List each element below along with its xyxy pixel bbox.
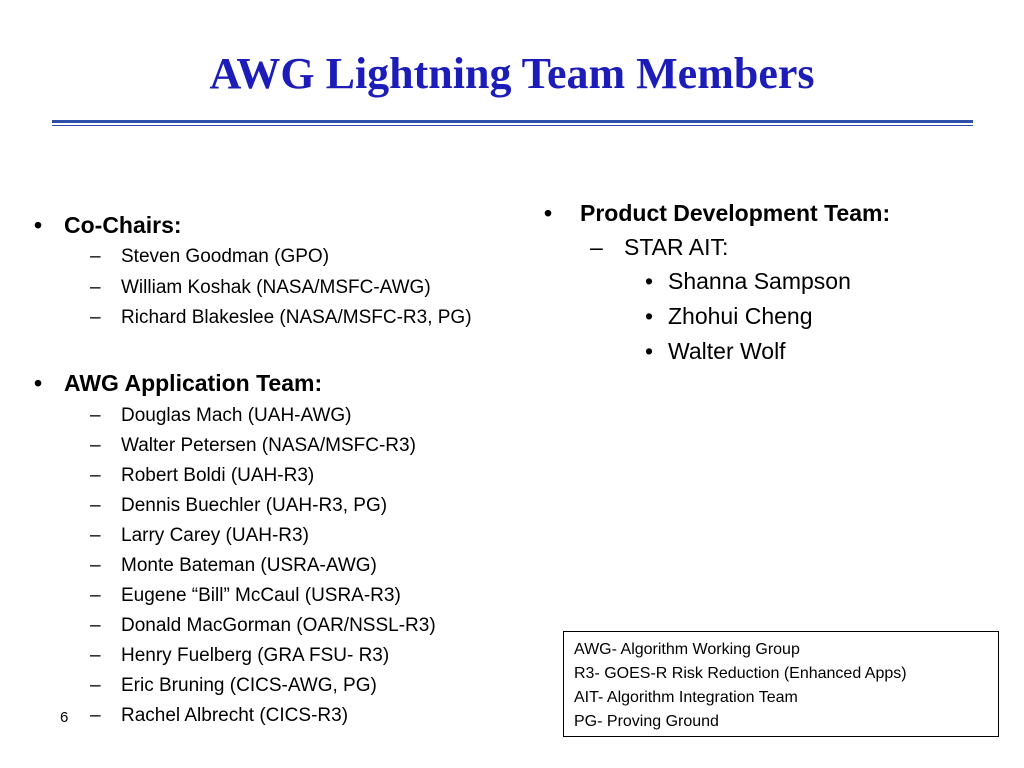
dash-icon: – [90, 465, 101, 486]
title-divider-thick [52, 120, 973, 123]
page-number: 6 [60, 709, 69, 726]
dash-icon: – [590, 234, 603, 260]
dash-icon: – [90, 246, 101, 267]
dash-icon: – [90, 307, 101, 328]
bullet-icon: • [645, 303, 654, 329]
dash-icon: – [90, 495, 101, 516]
dash-icon: – [90, 405, 101, 426]
section-heading: AWG Application Team: [64, 370, 323, 396]
dash-icon: – [90, 435, 101, 456]
dash-icon: – [90, 555, 101, 576]
legend-line: AIT- Algorithm Integration Team [574, 689, 798, 706]
section-heading: Product Development Team: [580, 200, 891, 226]
dash-icon: – [90, 525, 101, 546]
dash-icon: – [90, 615, 101, 636]
legend-line: AWG- Algorithm Working Group [574, 641, 800, 658]
bullet-icon: • [34, 212, 43, 238]
slide-title: AWG Lightning Team Members [209, 49, 815, 98]
acronym-legend [563, 631, 999, 737]
legend-line: PG- Proving Ground [574, 713, 719, 730]
dash-icon: – [90, 705, 101, 726]
title-divider-thin [52, 125, 973, 126]
legend-line: R3- GOES-R Risk Reduction (Enhanced Apps) [574, 665, 907, 682]
bullet-icon: • [544, 200, 553, 226]
dash-icon: – [90, 585, 101, 606]
section-heading: Co-Chairs: [64, 212, 182, 238]
bullet-icon: • [645, 338, 654, 364]
dash-icon: – [90, 645, 101, 666]
dash-icon: – [90, 675, 101, 696]
dash-icon: – [90, 277, 101, 298]
bullet-icon: • [645, 268, 654, 294]
bullet-icon: • [34, 370, 43, 396]
